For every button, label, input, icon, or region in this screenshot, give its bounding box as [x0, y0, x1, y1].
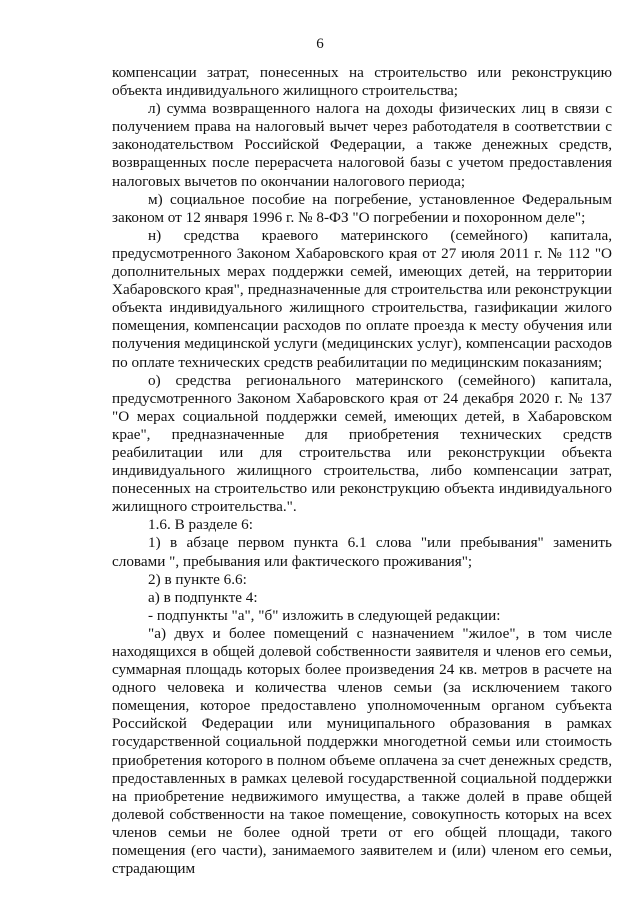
paragraph-item-m: м) социальное пособие на погребение, установленное Федеральным законом от 12 января 1996 г. № 8-ФЗ "О погребении и похоронном деле"; — [112, 190, 612, 226]
paragraph-section-1-6: 1.6. В разделе 6: — [148, 516, 253, 534]
paragraph-subitems: - подпункты "а", "б" изложить в следующей редакции: — [148, 606, 501, 624]
paragraph-item-l: л) сумма возвращенного налога на доходы физических лиц в связи с получением права на налоговый вычет через работодателя в соответствии с законодательством Российской Федерации, а также денежных средств, возвращенных после перерасчета налоговой базы с учетом предоставления налоговых вычетов по окончании налогового периода; — [112, 100, 612, 190]
paragraph-new-edition-a: "а) двух и более помещений с назначением "жилое", в том числе находящихся в общей долевой собственности заявителя и членов его семьи, суммарная площадь которых более произведения 24 кв. метров в расчете на одного человека и количества членов семьи (за исключением такого помещения, которое предоставлено уполномоченным органом субъекта Российской Федерации или муниципального образования в рамках государственной социальной поддержки многодетной семьи или стоимость приобретения которого в полном объеме оплачена за счет денежных средств, предоставленных в рамках целевой государственной социальной поддержки на приобретение недвижимого имущества, а также долей в праве общей долевой собственности на такое помещение, совокупность которых на всех членов семьи не более одной трети от его общей площади, такого помещения (его части), занимаемого заявителем и (или) членом его семьи, страдающим — [112, 624, 612, 878]
paragraph-item-1: 1) в абзаце первом пункта 6.1 слова "или пребывания" заменить словами ", пребывания или фактического проживания"; — [112, 534, 612, 570]
paragraph-item-2: 2) в пункте 6.6: — [148, 570, 247, 588]
page-number: 6 — [316, 36, 324, 52]
paragraph-item-o: о) средства регионального материнского (семейного) капитала, предусмотренного Законом Хабаровского края от 24 декабря 2020 г. № 137 "О мерах социальной поддержки семей, имеющих детей, в Хабаровском крае", предназначенные для приобретения технических средств реабилитации или для строительства или реконструкции объекта индивидуального жилищного строительства, либо компенсации затрат, понесенных на строительство или реконструкцию объекта индивидуального жилищного строительства.". — [112, 371, 612, 516]
paragraph-item-a: а) в подпункте 4: — [148, 588, 258, 606]
document-body — [112, 64, 612, 878]
paragraph-item-n: н) средства краевого материнского (семейного) капитала, предусмотренного Законом Хабаровского края от 27 июля 2011 г. № 112 "О дополнительных мерах поддержки семей, имеющих детей, на территории Хабаровского края", предназначенные для строительства или реконструкции объекта индивидуального жилищного строительства, газификации жилого помещения, компенсации расходов по оплате проезда к месту обучения или получения медицинской услуги (медицинских услуг), компенсации расходов по оплате технических средств реабилитации по медицинским показаниям; — [112, 226, 612, 371]
paragraph-continuation: компенсации затрат, понесенных на строительство или реконструкцию объекта индивидуального жилищного строительства; — [112, 64, 612, 100]
